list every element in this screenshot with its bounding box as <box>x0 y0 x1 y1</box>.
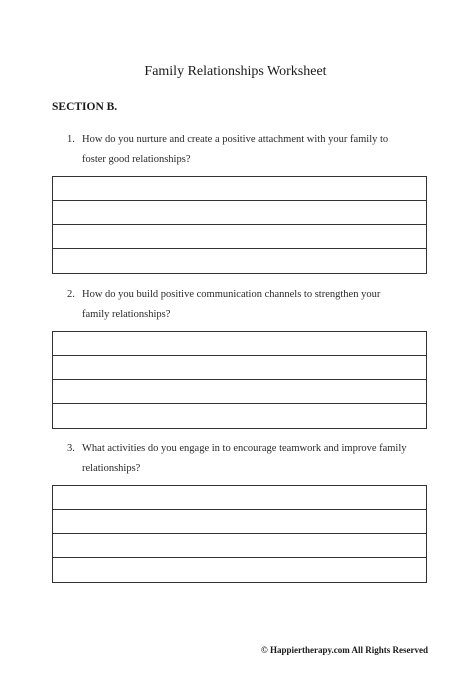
answer-box-1[interactable] <box>52 176 427 274</box>
answer-line[interactable] <box>53 486 426 510</box>
copyright-footer: © Happiertherapy.com All Rights Reserved <box>261 645 428 655</box>
question-number: 1. <box>67 134 75 145</box>
question-text-line2: foster good relationships? <box>82 154 191 165</box>
question-number: 2. <box>67 289 75 300</box>
answer-line[interactable] <box>53 356 426 380</box>
answer-line[interactable] <box>53 225 426 249</box>
question-text-line2: family relationships? <box>82 309 171 320</box>
question-2 <box>67 285 435 325</box>
answer-box-2[interactable] <box>52 331 427 429</box>
question-text-line1: How do you nurture and create a positive attachment with your family to <box>82 134 389 145</box>
question-text-line2: relationships? <box>82 463 141 474</box>
answer-line[interactable] <box>53 201 426 225</box>
answer-line[interactable] <box>53 558 426 582</box>
page-title: Family Relationships Worksheet <box>144 64 327 79</box>
answer-line[interactable] <box>53 510 426 534</box>
question-3 <box>67 439 435 479</box>
answer-box-3[interactable] <box>52 485 427 583</box>
answer-line[interactable] <box>53 534 426 558</box>
question-text-line1: What activities do you engage in to encourage teamwork and improve family <box>82 443 407 454</box>
answer-line[interactable] <box>53 380 426 404</box>
answer-line[interactable] <box>53 177 426 201</box>
answer-line[interactable] <box>53 249 426 273</box>
answer-line[interactable] <box>53 332 426 356</box>
question-number: 3. <box>67 443 75 454</box>
section-label: SECTION B. <box>52 101 118 113</box>
answer-line[interactable] <box>53 404 426 428</box>
question-text-line1: How do you build positive communication channels to strengthen your <box>82 289 381 300</box>
question-1 <box>67 130 435 170</box>
